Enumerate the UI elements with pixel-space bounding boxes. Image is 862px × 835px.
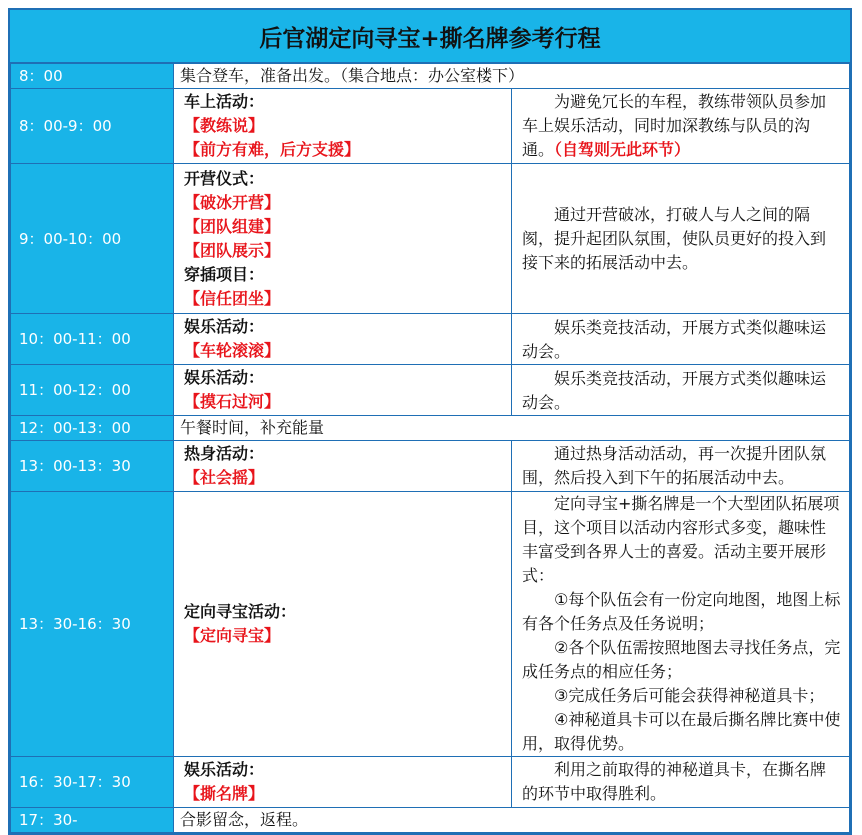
time-cell: 8：00-9：00 (11, 89, 174, 164)
activity-label: 开营仪式： (184, 168, 265, 188)
activity-label: 车上活动： (184, 92, 265, 111)
activity-item: 【信任团坐】 (184, 288, 281, 308)
activity-cell (174, 757, 512, 808)
description-text: 为避免冗长的车程，教练带领队员参加车上娱乐活动，同时加深教练与队员的沟通。 (522, 92, 827, 159)
description-cell: 利用之前取得的神秘道具卡，在撕名牌的环节中取得胜利。 (512, 757, 850, 808)
time-cell: 17：30- (11, 808, 174, 833)
activity-item: 【定向寻宝】 (184, 626, 281, 645)
activity-label: 娱乐活动： (184, 317, 265, 336)
time-cell: 16：30-17：30 (11, 757, 174, 808)
itinerary-sheet (8, 8, 852, 835)
description-paragraph: ②各个队伍需按照地图去寻找任务点，完成任务点的相应任务； (522, 638, 841, 681)
activity-cell (174, 164, 512, 314)
activity-cell (174, 441, 512, 492)
table-row (11, 492, 850, 757)
activity-item: 【破冰开营】 (184, 192, 281, 212)
activity-item: 【撕名牌】 (184, 784, 265, 803)
time-cell: 13：30-16：30 (11, 492, 174, 757)
activity-cell (174, 492, 512, 757)
activity-item: 【社会摇】 (184, 468, 265, 487)
description-cell: 通过热身活动活动，再一次提升团队氛围，然后投入到下午的拓展活动中去。 (512, 441, 850, 492)
description-cell (512, 89, 850, 164)
table-row (11, 314, 850, 365)
activity-item: 【车轮滚滚】 (184, 341, 281, 360)
activity-cell (174, 89, 512, 164)
table-row (11, 416, 850, 441)
description-paragraph: ③完成任务后可能会获得神秘道具卡； (554, 686, 825, 705)
activity-item: 【摸石过河】 (184, 392, 281, 411)
note-cell: 合影留念，返程。 (174, 808, 850, 833)
table-row (11, 89, 850, 164)
description-cell (512, 492, 850, 757)
table-row (11, 164, 850, 314)
time-cell: 10：00-11：00 (11, 314, 174, 365)
activity-item: 【团队展示】 (184, 240, 281, 260)
itinerary-table (10, 63, 850, 833)
activity-label: 热身活动： (184, 444, 265, 463)
activity-label: 穿插项目： (184, 264, 265, 284)
activity-cell (174, 365, 512, 416)
description-note: （自驾则无此环节） (554, 140, 691, 159)
time-cell: 13：00-13：30 (11, 441, 174, 492)
activity-label: 娱乐活动： (184, 368, 265, 387)
table-row (11, 64, 850, 89)
table-row (11, 441, 850, 492)
description-paragraph: 定向寻宝+撕名牌是一个大型团队拓展项目，这个项目以活动内容形式多变，趣味性丰富受到各界人士的喜爱。活动主要开展形式： (522, 494, 840, 585)
description-cell: 娱乐类竞技活动，开展方式类似趣味运动会。 (512, 314, 850, 365)
time-cell: 8：00 (11, 64, 174, 89)
activity-label: 娱乐活动： (184, 760, 265, 779)
description-paragraph: ①每个队伍会有一份定向地图，地图上标有各个任务点及任务说明； (522, 590, 841, 633)
activity-cell (174, 314, 512, 365)
table-row (11, 757, 850, 808)
activity-item: 【团队组建】 (184, 216, 281, 236)
time-cell: 9：00-10：00 (11, 164, 174, 314)
description-cell: 娱乐类竞技活动，开展方式类似趣味运动会。 (512, 365, 850, 416)
description-cell: 通过开营破冰，打破人与人之间的隔阂，提升起团队氛围，使队员更好的投入到接下来的拓展活动中去。 (512, 164, 850, 314)
activity-item: 【前方有难，后方支援】 (184, 140, 361, 159)
description-paragraph: ④神秘道具卡可以在最后撕名牌比赛中使用，取得优势。 (522, 710, 841, 753)
itinerary-title: 后官湖定向寻宝+撕名牌参考行程 (10, 10, 850, 63)
table-row (11, 365, 850, 416)
activity-label: 定向寻宝活动： (184, 602, 297, 621)
time-cell: 12：00-13：00 (11, 416, 174, 441)
table-row (11, 808, 850, 833)
activity-item: 【教练说】 (184, 116, 265, 135)
time-cell: 11：00-12：00 (11, 365, 174, 416)
note-cell: 午餐时间，补充能量 (174, 416, 850, 441)
note-cell: 集合登车，准备出发。（集合地点：办公室楼下） (174, 64, 850, 89)
